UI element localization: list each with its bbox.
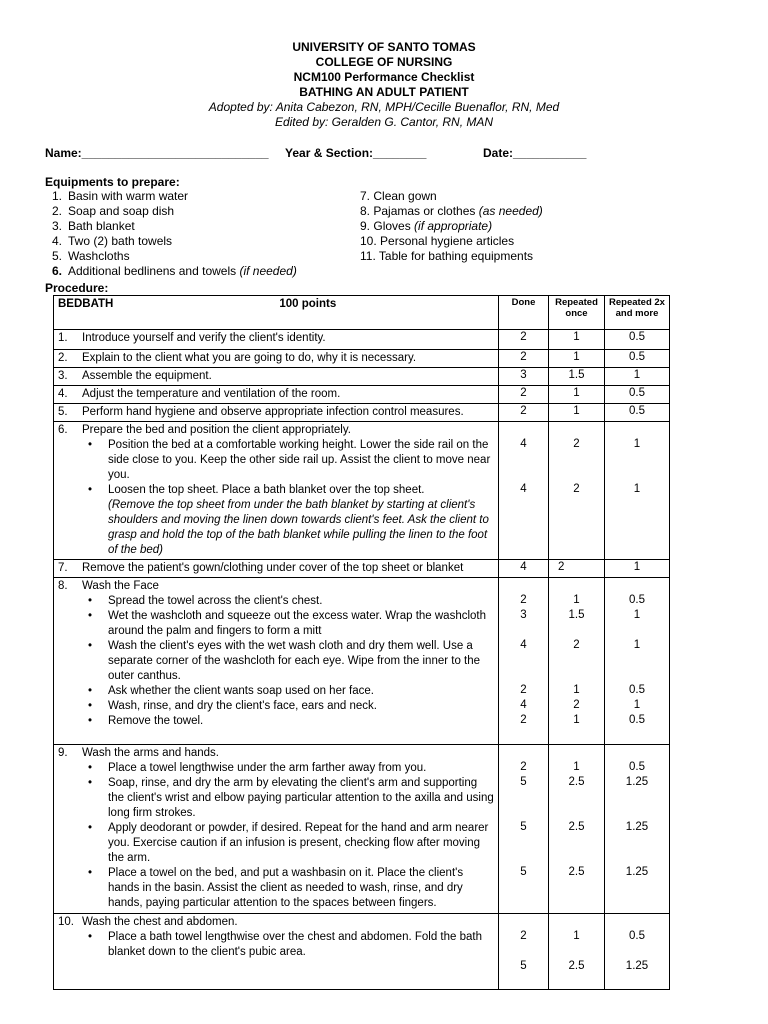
score-value [605, 668, 669, 683]
score-value: 4 [520, 639, 527, 651]
step-cell [54, 350, 499, 368]
score-value [499, 623, 548, 638]
equipment-item [360, 234, 543, 249]
score-value [549, 745, 605, 914]
equipment-text: Pajamas or clothes [373, 204, 479, 218]
equipment-item [40, 189, 297, 204]
score-value: 0.5 [605, 404, 670, 422]
table-row [54, 350, 670, 368]
equipment-text: (if appropriate) [414, 219, 493, 233]
score-value: 1 [549, 350, 605, 368]
equipment-text: 1. [51, 189, 62, 203]
equipment-text: (as needed) [478, 204, 543, 218]
equipment-text: 10. [360, 234, 377, 248]
equipment-text: 5. [51, 249, 62, 263]
step-number: 7. [58, 562, 68, 574]
table-row [54, 560, 670, 578]
equipment-item [40, 264, 297, 279]
score-value [605, 422, 669, 437]
step-number: 2. [58, 352, 68, 364]
score-value [549, 653, 604, 668]
score-value [549, 944, 604, 959]
table-row [54, 422, 670, 560]
step-cell: Remove the patient's gown/clothing under cover of the top sheet or blanket [82, 562, 464, 574]
score-value: 1 [605, 368, 670, 386]
equipment-text: 3. [51, 219, 62, 233]
step-cell [54, 578, 499, 745]
score-value: 1.5 [568, 609, 585, 621]
step-cell: (Remove the top sheet from under the bath blanket by starting at client's shoulders and moving the linen down towards client's feet. Ask the client to grasp and hold the top of the bath blanket while pulling the linen to the foot of the bed) [108, 499, 489, 556]
score-value: 2 [499, 404, 549, 422]
score-value [605, 467, 669, 482]
step-number: 1. [58, 332, 68, 344]
score-value [499, 422, 548, 437]
step-cell: Assemble the equipment. [82, 370, 212, 382]
university-name: UNIVERSITY OF SANTO TOMAS [292, 40, 476, 54]
score-value: 1 [605, 560, 670, 578]
table-row [54, 386, 670, 404]
equipment-text: (if needed) [239, 264, 297, 278]
col-done: Done [499, 296, 549, 330]
score-value [605, 422, 670, 560]
score-value: 1.25 [625, 821, 649, 833]
score-value [605, 745, 669, 760]
step-number: 5. [58, 406, 68, 418]
step-cell [54, 386, 499, 404]
equipment-item [40, 219, 297, 234]
step-cell [54, 330, 499, 350]
score-value: 2 [520, 930, 527, 942]
bedbath-header [54, 296, 499, 330]
score-value [549, 668, 604, 683]
score-value [605, 835, 669, 850]
score-value [605, 578, 669, 593]
step-cell [58, 579, 494, 594]
equipment-text: 9. [360, 219, 371, 233]
step-cell [58, 423, 494, 438]
bullet-step-text: • Wash the client's eyes with the wet wash cloth and dry them well. Use a separate corner of the washcloth for each eye. Wipe from the inner to the outer canthus. [58, 639, 494, 684]
score-value: 1 [633, 609, 641, 621]
step-cell: Wash the chest and abdomen. [82, 916, 238, 928]
bullet-step-text: • Position the bed at a comfortable working height. Lower the side rail on the side close to you. Keep the other side rail up. Assist the client to move near you. [58, 438, 494, 483]
equipment-text: Personal hygiene articles [380, 234, 515, 248]
equipment-list-right [360, 189, 543, 264]
score-value [549, 623, 604, 638]
equipment-text: Bath blanket [68, 219, 135, 233]
score-value: 3 [499, 368, 549, 386]
score-value [549, 422, 604, 437]
score-value [499, 422, 549, 560]
score-value: 1 [573, 761, 580, 773]
col-repeated-twice: Repeated 2x and more [605, 296, 670, 330]
score-value [499, 805, 548, 820]
bullet-step-text: • Remove the towel. [58, 714, 494, 729]
score-value: 2.5 [568, 866, 585, 878]
score-value [605, 850, 669, 865]
equipment-item [360, 189, 543, 204]
score-value [605, 623, 669, 638]
score-value [499, 850, 548, 865]
procedure-title: Procedure: [45, 281, 109, 295]
equipment-text: Washcloths [68, 249, 130, 263]
bullet-step-text [58, 483, 494, 558]
score-value [549, 914, 605, 990]
score-value: 4 [520, 699, 527, 711]
table-row [54, 578, 670, 745]
equipment-text: 6. [51, 264, 62, 278]
score-value: 2 [573, 483, 580, 495]
step-cell [54, 914, 499, 990]
step-cell: Explain to the client what you are going to do, why it is necessary. [82, 352, 417, 364]
equipment-list-left [40, 189, 297, 279]
college-name: COLLEGE OF NURSING [315, 55, 453, 69]
step-cell [54, 560, 499, 578]
equipment-item [40, 234, 297, 249]
equipment-item [40, 249, 297, 264]
score-value [605, 914, 669, 929]
equipment-text: Table for bathing equipments [378, 249, 534, 263]
equipment-text: Additional bedlinens and towels [68, 264, 240, 278]
score-value [499, 578, 548, 593]
score-value: 2 [520, 714, 527, 726]
score-value: 2 [499, 386, 549, 404]
score-value: 1 [573, 930, 580, 942]
score-value: 0.5 [629, 761, 645, 773]
score-value: 1 [633, 438, 641, 450]
score-value [605, 653, 669, 668]
score-value: 1 [633, 639, 641, 651]
score-value [499, 914, 548, 929]
score-value: 2 [573, 438, 580, 450]
score-value: 1.5 [549, 368, 605, 386]
score-value [499, 835, 548, 850]
score-value [499, 467, 548, 482]
score-value: 4 [499, 560, 549, 578]
score-value: 1 [573, 714, 580, 726]
score-value: 5 [520, 866, 527, 878]
table-row [54, 914, 670, 990]
step-cell [54, 404, 499, 422]
score-value [605, 914, 670, 990]
score-value [499, 578, 549, 745]
step-cell [54, 745, 499, 914]
score-value: 1.25 [625, 866, 649, 878]
step-cell: Loosen the top sheet. Place a bath blanket over the top sheet. [108, 484, 425, 496]
equipment-item [360, 219, 543, 234]
score-value: 1 [633, 699, 641, 711]
step-cell: Adjust the temperature and ventilation of the room. [82, 388, 341, 400]
score-value: 0.5 [605, 386, 670, 404]
bullet-step-text: • Ask whether the client wants soap used on her face. [58, 684, 494, 699]
bullet-step-text: • Soap, rinse, and dry the arm by elevating the client's arm and supporting the client's wrist and elbow paying particular attention to the axilla and using long firm strokes. [58, 776, 494, 821]
score-value: 1.25 [625, 776, 649, 788]
year-section-field[interactable]: Year & Section:________ [285, 146, 427, 160]
score-value: 0.5 [605, 330, 670, 350]
score-value: 0.5 [629, 930, 645, 942]
score-value [605, 790, 669, 805]
score-value: 2.5 [568, 821, 585, 833]
score-value [549, 422, 605, 560]
score-value [499, 745, 548, 760]
score-value [499, 944, 548, 959]
score-value [549, 790, 604, 805]
score-value: 3 [520, 609, 527, 621]
score-value: 1.25 [625, 960, 649, 972]
step-cell: Wash the arms and hands. [82, 747, 220, 759]
score-value: 0.5 [629, 714, 645, 726]
step-cell: BEDBATH [58, 298, 114, 310]
score-value: 0.5 [605, 350, 670, 368]
score-value [605, 452, 669, 467]
checklist-name: NCM100 Performance Checklist [293, 70, 475, 84]
step-cell: Perform hand hygiene and observe appropriate infection control measures. [82, 406, 464, 418]
edited-by: Edited by: Geralden G. Cantor, RN, MAN [274, 115, 494, 129]
score-value [499, 452, 548, 467]
score-value [549, 578, 604, 593]
step-cell [58, 915, 494, 930]
adopted-by: Adopted by: Anita Cabezon, RN, MPH/Cecille Buenaflor, RN, Med [208, 100, 560, 114]
equipment-title: Equipments to prepare: [45, 175, 180, 189]
equipment-text: 7. [360, 189, 371, 203]
score-value [549, 914, 604, 929]
score-value [605, 745, 670, 914]
equipment-text: Soap and soap dish [68, 204, 175, 218]
score-value: 1 [549, 386, 605, 404]
document-title: BATHING AN ADULT PATIENT [299, 85, 469, 99]
score-value [499, 790, 548, 805]
bullet-step-text: • Apply deodorant or powder, if desired. Repeat for the hand and arm nearer you. Exercise caution if an infusion is present, checking flow after moving the arm. [58, 821, 494, 866]
equipment-text: 11. [360, 249, 376, 263]
score-value: 2 [499, 330, 549, 350]
step-cell: Introduce yourself and verify the client's identity. [82, 332, 326, 344]
score-value [499, 914, 549, 990]
bullet-step-text: • Wet the washcloth and squeeze out the excess water. Wrap the washcloth around the palm and fingers to form a mitt [58, 609, 494, 639]
score-value: 2 [520, 684, 527, 696]
step-number: 8. [58, 580, 68, 592]
table-row [54, 330, 670, 350]
score-value: 2 [549, 560, 605, 578]
score-value: 0.5 [629, 684, 645, 696]
step-cell: 100 points [279, 298, 337, 310]
score-value: 1 [573, 684, 580, 696]
score-value: 4 [520, 483, 527, 495]
bullet-step-text: • Place a towel on the bed, and put a washbasin on it. Place the client's hands in the basin. Assist the client as needed to wash, rinse, and dry hands, paying particular attention to the spaces between fingers. [58, 866, 494, 911]
procedure-checklist-table [53, 295, 670, 990]
equipment-text: Gloves [373, 219, 415, 233]
step-number: 6. [58, 424, 68, 436]
score-value [549, 578, 605, 745]
score-value: 1 [549, 330, 605, 350]
score-value [499, 653, 548, 668]
score-value: 2 [573, 639, 580, 651]
equipment-text: 8. [360, 204, 371, 218]
bullet-step-text: • Place a towel lengthwise under the arm farther away from you. [58, 761, 494, 776]
score-value: 2.5 [568, 776, 585, 788]
score-value: 1 [633, 483, 641, 495]
bullet-step-text: • Spread the towel across the client's chest. [58, 594, 494, 609]
step-cell: Prepare the bed and position the client appropriately. [82, 424, 351, 436]
score-value: 2.5 [568, 960, 585, 972]
table-header-row [54, 296, 670, 330]
equipment-item [360, 249, 543, 264]
equipment-item [360, 204, 543, 219]
step-cell: Wash the Face [82, 580, 159, 592]
equipment-text: 2. [51, 204, 62, 218]
table-row [54, 368, 670, 386]
bullet-step-text: • Wash, rinse, and dry the client's face, ears and neck. [58, 699, 494, 714]
score-value: 2 [520, 594, 527, 606]
name-field[interactable]: Name:____________________________ [45, 146, 269, 160]
step-cell [54, 422, 499, 560]
score-value: 5 [520, 821, 527, 833]
score-value [549, 745, 604, 760]
step-number: 9. [58, 747, 68, 759]
col-repeated-once: Repeated once [549, 296, 605, 330]
score-value [549, 835, 604, 850]
score-value: 1 [573, 594, 580, 606]
step-cell [58, 746, 494, 761]
equipment-text: Clean gown [373, 189, 437, 203]
score-value: 1 [549, 404, 605, 422]
score-value [549, 850, 604, 865]
score-value [499, 745, 549, 914]
equipment-item [40, 204, 297, 219]
score-value: 5 [520, 776, 527, 788]
step-number: 3. [58, 370, 68, 382]
step-number: 10. [58, 916, 74, 928]
step-number: 4. [58, 388, 68, 400]
score-value: 2 [499, 350, 549, 368]
table-row [54, 745, 670, 914]
score-value [605, 578, 670, 745]
score-value [499, 668, 548, 683]
score-value: 4 [520, 438, 527, 450]
equipment-text: Basin with warm water [68, 189, 189, 203]
score-value [549, 805, 604, 820]
equipment-text: Two (2) bath towels [68, 234, 173, 248]
score-value: 2 [520, 761, 527, 773]
equipment-text: 4. [51, 234, 62, 248]
score-value: 2 [573, 699, 580, 711]
table-row [54, 404, 670, 422]
step-cell [54, 368, 499, 386]
score-value: 0.5 [629, 594, 645, 606]
date-field[interactable]: Date:___________ [483, 146, 587, 160]
score-value [605, 944, 669, 959]
score-value [549, 452, 604, 467]
score-value: 5 [520, 960, 527, 972]
score-value [605, 805, 669, 820]
bullet-step-text: • Place a bath towel lengthwise over the chest and abdomen. Fold the bath blanket down to the client's pubic area. [58, 930, 494, 960]
score-value [549, 467, 604, 482]
